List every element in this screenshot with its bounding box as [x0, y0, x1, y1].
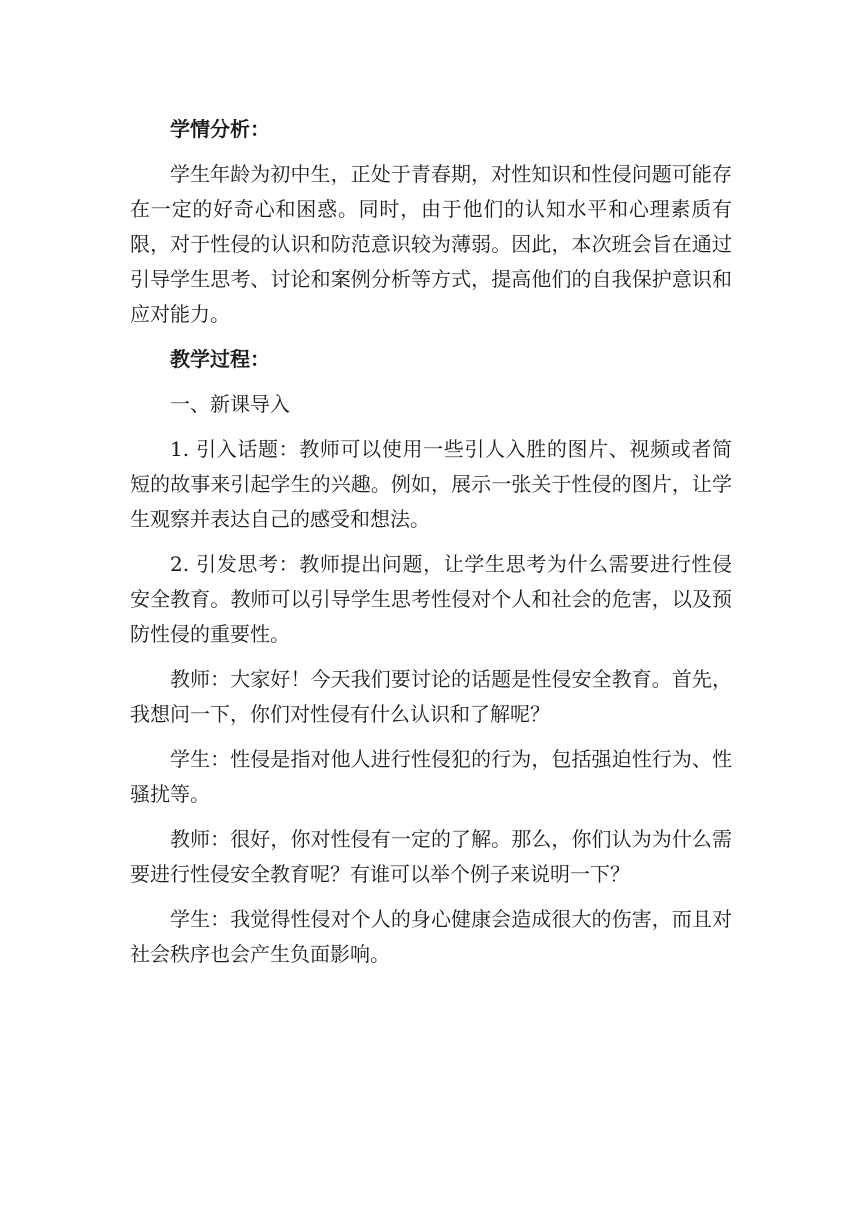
paragraph-prompt-thinking: 2. 引发思考：教师提出问题，让学生思考为什么需要进行性侵安全教育。教师可以引导学生思考性侵对个人和社会的危害，以及预防性侵的重要性。: [130, 552, 732, 646]
paragraph-introduce-topic: 1. 引入话题：教师可以使用一些引人入胜的图片、视频或者简短的故事来引起学生的兴趣。例如，展示一张关于性侵的图片，让学生观察并表达自己的感受和想法。: [130, 437, 732, 531]
section-heading-teaching-process: 教学过程：: [170, 347, 270, 371]
dialogue-student-1: 学生：性侵是指对他人进行性侵犯的行为，包括强迫性行为、性骚扰等。: [130, 747, 732, 806]
learning-analysis-paragraph: 学生年龄为初中生，正处于青春期，对性知识和性侵问题可能存在一定的好奇心和困惑。同时，由于他们的认知水平和心理素质有限，对于性侵的认识和防范意识较为薄弱。因此，本次班会旨在通过引导学生思考、讨论和案例分析等方式，提高他们的自我保护意识和应对能力。: [130, 162, 732, 326]
dialogue-student-2: 学生：我觉得性侵对个人的身心健康会造成很大的伤害，而且对社会秩序也会产生负面影响。: [130, 907, 732, 966]
section-heading-learning-analysis: 学情分析：: [170, 117, 270, 141]
dialogue-teacher-2: 教师：很好，你对性侵有一定的了解。那么，你们认为为什么需要进行性侵安全教育呢？有谁可以举个例子来说明一下？: [130, 827, 732, 886]
document-page: [130, 108, 732, 982]
dialogue-teacher-1: 教师：大家好！今天我们要讨论的话题是性侵安全教育。首先，我想问一下，你们对性侵有什么认识和了解呢？: [130, 667, 732, 726]
subheading-lesson-intro: 一、新课导入: [170, 392, 290, 416]
